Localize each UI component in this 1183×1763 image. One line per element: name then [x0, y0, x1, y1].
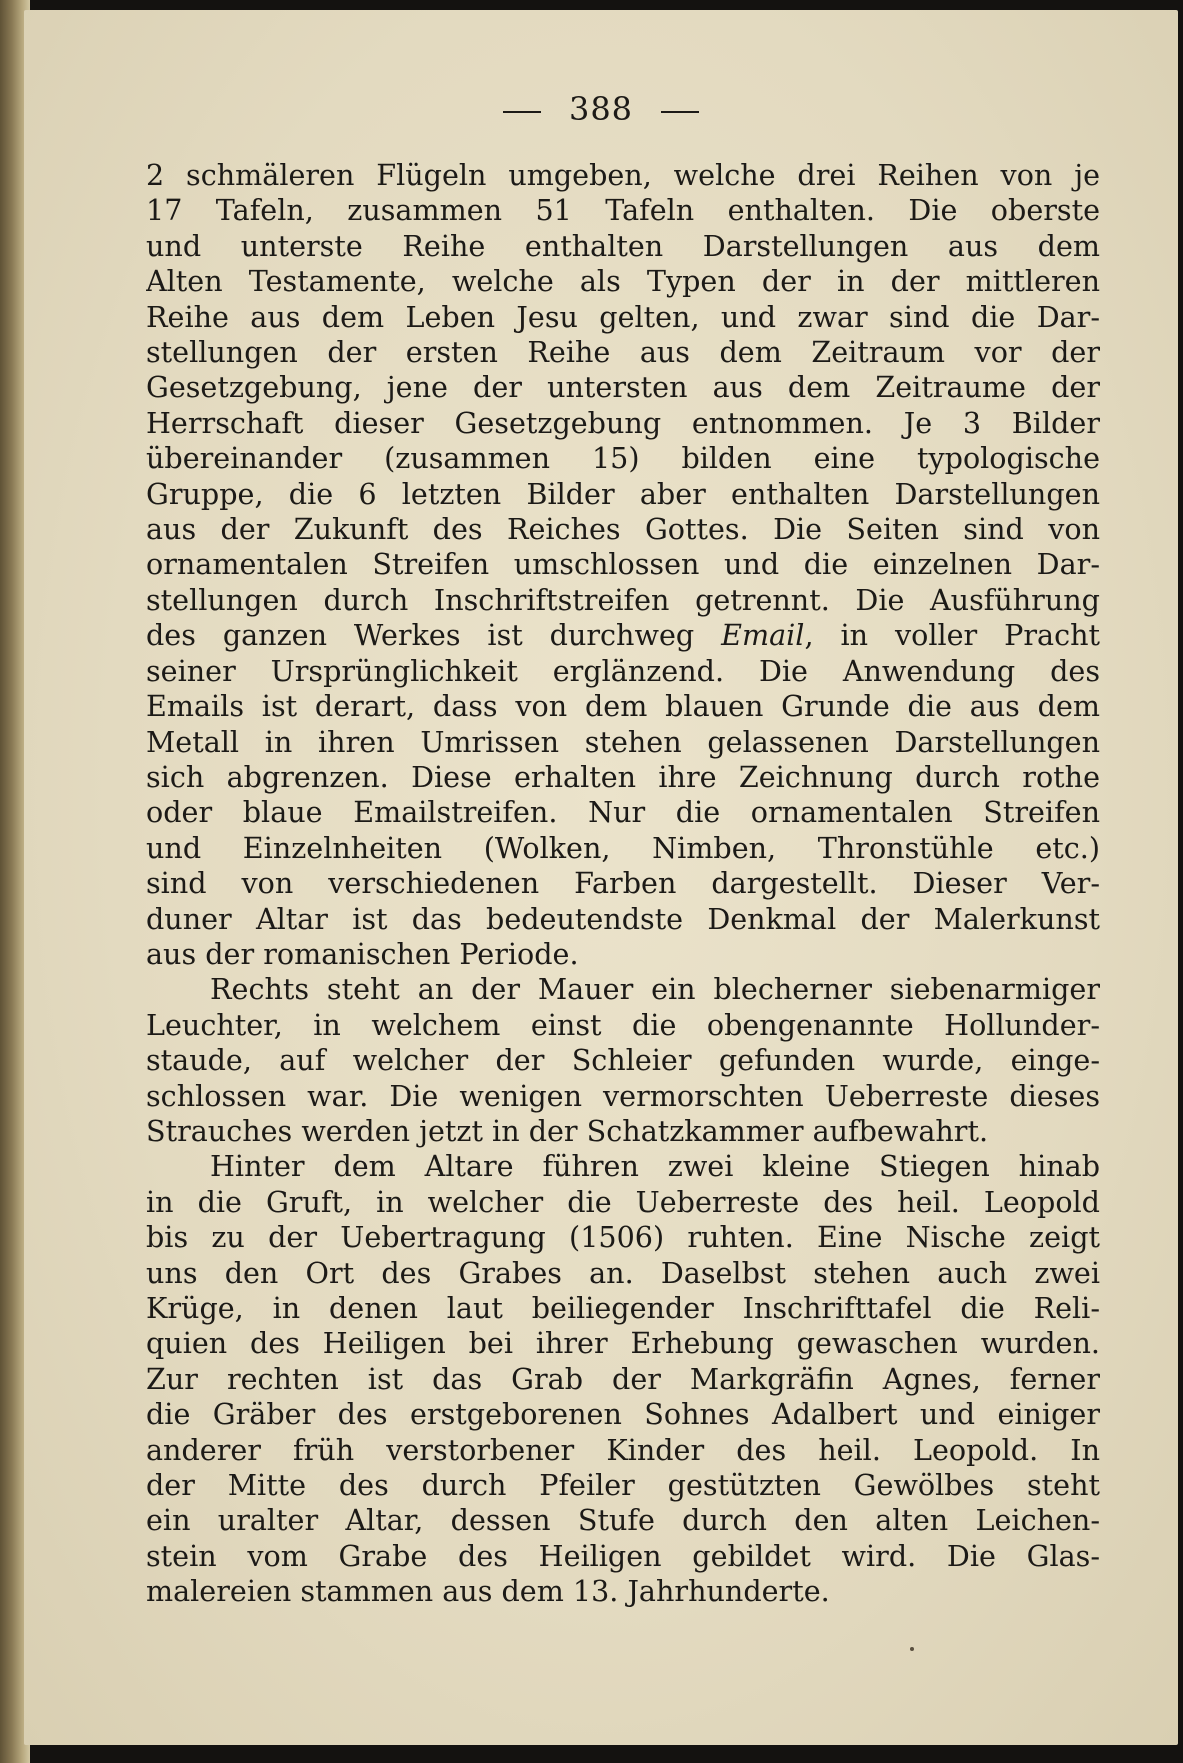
- emphasized-word: Email: [721, 618, 805, 653]
- text-line: in die Gruft, in welcher die Ueberreste des heil. Leopold: [146, 1184, 1100, 1219]
- header-dash-right: [661, 111, 699, 113]
- text-line: Emails ist derart, dass von dem blauen Grunde die aus dem: [146, 689, 1100, 724]
- text-line: Gruppe, die 6 letzten Bilder aber enthalten Darstellungen: [146, 476, 1100, 511]
- text-line: Metall in ihren Umrissen stehen gelassenen Darstellungen: [146, 724, 1100, 759]
- paragraph-altar-description: [146, 158, 1100, 972]
- text-line: Rechts steht an der Mauer ein blecherner siebenarmiger: [210, 972, 1100, 1007]
- text-line: die Gräber des erstgeborenen Sohnes Adalbert und einiger: [146, 1397, 1100, 1432]
- text-line: stellungen durch Inschriftstreifen getrennt. Die Ausführung: [146, 582, 1100, 617]
- text-line: Strauches werden jetzt in der Schatzkammer aufbewahrt.: [146, 1113, 989, 1148]
- line-end: , in voller Pracht: [804, 618, 1100, 653]
- text-line: und Einzelnheiten (Wolken, Nimben, Thronstühle etc.): [146, 830, 1100, 865]
- text-line: Krüge, in denen laut beiliegender Inschrifttafel die Reli-: [146, 1291, 1100, 1325]
- text-line: stellungen der ersten Reihe aus dem Zeitraum vor der: [146, 335, 1100, 370]
- text-line: seiner Ursprünglichkeit erglänzend. Die Anwendung des: [146, 653, 1100, 688]
- text-line-with-emphasis: [146, 618, 1100, 653]
- text-line: Gesetzgebung, jene der untersten aus dem Zeitraume der: [146, 370, 1100, 405]
- text-line: Leuchter, in welchem einst die obengenannte Hollunder-: [146, 1007, 1100, 1042]
- text-line: quien des Heiligen bei ihrer Erhebung gewaschen wurden.: [146, 1326, 1100, 1361]
- text-line: oder blaue Emailstreifen. Nur die ornamentalen Streifen: [146, 795, 1100, 830]
- line-start: des ganzen Werkes ist durchweg: [146, 618, 695, 653]
- text-line: Herrschaft dieser Gesetzgebung entnommen. Je 3 Bilder: [146, 405, 1100, 440]
- text-line: Zur rechten ist das Grab der Markgräfin Agnes, ferner: [146, 1361, 1100, 1396]
- text-line: uns den Ort des Grabes an. Daselbst stehen auch zwei: [146, 1255, 1100, 1290]
- text-line: aus der Zukunft des Reiches Gottes. Die Seiten sind von: [146, 512, 1100, 547]
- text-line: ornamentalen Streifen umschlossen und die einzelnen Dar-: [146, 547, 1100, 582]
- text-line: bis zu der Uebertragung (1506) ruhten. Eine Nische zeigt: [146, 1220, 1100, 1255]
- text-line: aus der romanischen Periode.: [146, 936, 579, 971]
- text-line: Reihe aus dem Leben Jesu gelten, und zwar sind die Dar-: [146, 299, 1100, 334]
- text-line: sich abgrenzen. Diese erhalten ihre Zeichnung durch rothe: [146, 759, 1100, 794]
- text-line: stein vom Grabe des Heiligen gebildet wird. Die Glas-: [146, 1538, 1100, 1573]
- text-line: anderer früh verstorbener Kinder des heil. Leopold. In: [146, 1432, 1100, 1467]
- text-line: 2 schmäleren Flügeln umgeben, welche drei Reihen von je: [146, 158, 1100, 192]
- text-line: Alten Testamente, welche als Typen der in der mittleren: [146, 264, 1100, 299]
- paper-speck: [910, 1647, 914, 1651]
- text-line: übereinander (zusammen 15) bilden eine typologische: [146, 441, 1100, 476]
- text-line: staude, auf welcher der Schleier gefunden wurde, einge-: [146, 1043, 1100, 1078]
- text-line: malereien stammen aus dem 13. Jahrhunderte.: [146, 1574, 830, 1609]
- page-number: 388: [568, 90, 634, 128]
- text-line: duner Altar ist das bedeutendste Denkmal der Malerkunst: [146, 901, 1100, 936]
- book-page: [24, 10, 1178, 1745]
- paragraph-candlestick: [146, 972, 1100, 1149]
- page-body-text: [146, 158, 1100, 1610]
- page-number-header: [24, 90, 1178, 128]
- text-line: Hinter dem Altare führen zwei kleine Stiegen hinab: [210, 1149, 1100, 1184]
- text-line: sind von verschiedenen Farben dargestellt. Dieser Ver-: [146, 866, 1100, 901]
- text-line: 17 Tafeln, zusammen 51 Tafeln enthalten. Die oberste: [146, 193, 1100, 228]
- paragraph-crypt: [146, 1149, 1100, 1609]
- text-line: der Mitte des durch Pfeiler gestützten Gewölbes steht: [146, 1468, 1100, 1503]
- header-dash-left: [503, 111, 541, 113]
- text-line: und unterste Reihe enthalten Darstellungen aus dem: [146, 228, 1100, 263]
- text-line: ein uralter Altar, dessen Stufe durch den alten Leichen-: [146, 1503, 1100, 1538]
- text-line: schlossen war. Die wenigen vermorschten Ueberreste dieses: [146, 1078, 1100, 1113]
